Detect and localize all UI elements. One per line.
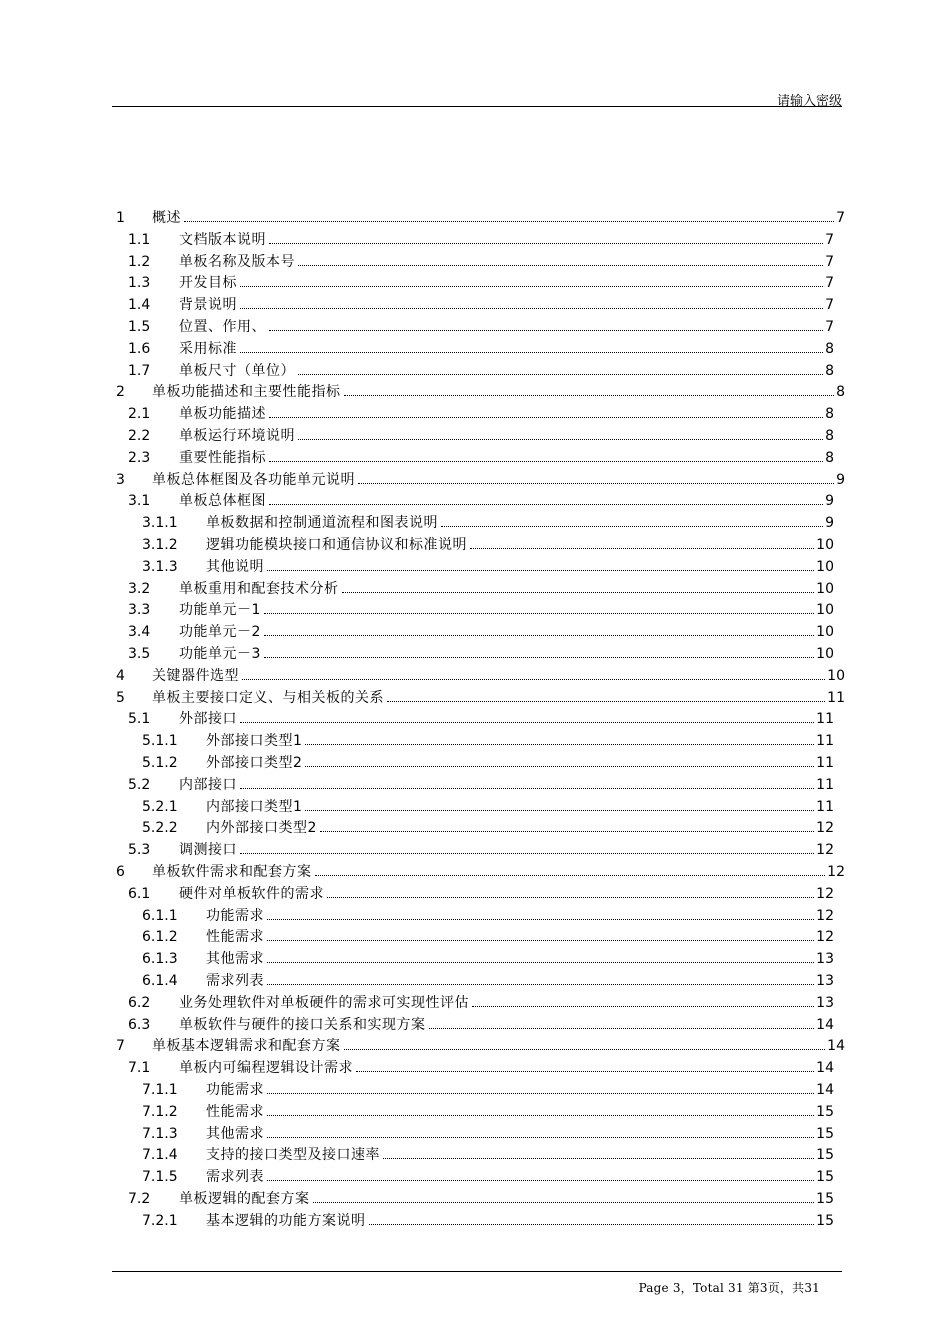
toc-dot-leader (327, 896, 814, 898)
toc-entry-page: 11 (816, 733, 834, 750)
toc-dot-leader (383, 1157, 814, 1159)
toc-entry-number: 5.2.1 (142, 798, 178, 815)
toc-entry-title: 外部接口类型2 (206, 755, 303, 771)
toc-entry-number: 4 (116, 667, 125, 684)
toc-entry[interactable] (0, 1036, 950, 1056)
toc-entry-number: 1 (116, 210, 125, 226)
toc-entry-page: 7 (836, 210, 845, 226)
toc-entry-title: 性能需求 (206, 1103, 264, 1120)
toc-entry-title: 其他需求 (206, 951, 264, 968)
toc-dot-leader (472, 1005, 814, 1007)
toc-entry-title: 基本逻辑的功能方案说明 (206, 1212, 366, 1229)
toc-entry-page: 7 (825, 275, 834, 292)
toc-entry-number: 5.2 (128, 776, 151, 793)
footer-rule (112, 1271, 842, 1272)
toc-entry-title: 开发目标 (179, 275, 237, 292)
toc-entry[interactable] (0, 1167, 950, 1187)
toc-entry-title: 功能单元－2 (179, 624, 261, 641)
toc-entry-number: 6.1.1 (142, 907, 178, 924)
toc-entry-title: 重要性能指标 (179, 449, 266, 466)
toc-entry-page: 15 (816, 1125, 834, 1142)
toc-dot-leader (267, 569, 814, 571)
toc-entry-title: 单板软件需求和配套方案 (152, 864, 312, 880)
toc-entry-page: 13 (816, 994, 834, 1011)
toc-entry-number: 2.3 (128, 449, 151, 466)
toc-entry-title: 单板逻辑的配套方案 (179, 1191, 310, 1207)
toc-entry[interactable] (0, 295, 950, 315)
toc-entry-page: 10 (827, 667, 845, 684)
toc-entry-title: 需求列表 (206, 973, 264, 989)
toc-entry[interactable] (0, 840, 950, 860)
toc-entry[interactable] (0, 230, 950, 250)
toc-entry-page: 15 (816, 1191, 834, 1207)
toc-entry-page: 9 (825, 493, 834, 510)
toc-dot-leader (298, 438, 823, 440)
toc-entry-title: 单板功能描述 (179, 406, 266, 423)
toc-entry-number: 6 (116, 864, 125, 880)
toc-dot-leader (267, 1092, 814, 1094)
toc-dot-leader (315, 874, 826, 876)
toc-entry-number: 1.6 (128, 340, 151, 357)
toc-entry-page: 11 (816, 755, 834, 771)
toc-dot-leader (429, 1027, 815, 1029)
toc-entry-page: 13 (816, 951, 834, 968)
toc-entry[interactable] (0, 382, 950, 402)
toc-entry-title: 单板功能描述和主要性能指标 (152, 384, 341, 401)
footer-page-info: Page 3，Total 31 第3页，共31 (638, 1281, 820, 1295)
toc-entry-page: 11 (827, 689, 845, 706)
toc-dot-leader (269, 416, 823, 418)
toc-dot-leader (267, 1136, 814, 1138)
toc-entry-number: 1.4 (128, 297, 151, 314)
toc-entry-title: 硬件对单板软件的需求 (179, 885, 324, 902)
toc-dot-leader (267, 1114, 814, 1116)
toc-entry-number: 3.1.2 (142, 537, 178, 553)
toc-entry-number: 2.2 (128, 428, 151, 444)
toc-dot-leader (305, 765, 814, 767)
toc-entry-title: 外部接口 (179, 711, 237, 728)
toc-entry-page: 14 (816, 1060, 834, 1077)
toc-entry-number: 5.1.1 (142, 733, 178, 750)
toc-entry[interactable] (0, 448, 950, 468)
toc-entry[interactable] (0, 644, 950, 664)
toc-entry-page: 12 (816, 885, 834, 902)
toc-entry-number: 1.5 (128, 319, 151, 335)
toc-entry-page: 10 (816, 646, 834, 662)
toc-entry-page: 12 (816, 820, 834, 837)
toc-dot-leader (358, 482, 834, 484)
toc-entry-number: 3 (116, 471, 125, 488)
toc-dot-leader (344, 394, 835, 396)
toc-dot-leader (305, 809, 814, 811)
toc-dot-leader (184, 220, 834, 222)
toc-entry-title: 业务处理软件对单板硬件的需求可实现性评估 (179, 994, 469, 1011)
toc-entry-title: 文档版本说明 (179, 231, 266, 248)
toc-entry-page: 10 (816, 580, 834, 597)
toc-entry[interactable] (0, 709, 950, 729)
toc-dot-leader (342, 591, 815, 593)
toc-entry-number: 6.3 (128, 1016, 151, 1033)
toc-entry-page: 7 (825, 231, 834, 248)
toc-entry-title: 调测接口 (179, 842, 237, 859)
toc-entry[interactable] (0, 927, 950, 947)
toc-entry-number: 1.1 (128, 231, 151, 248)
toc-entry-number: 5 (116, 689, 125, 706)
toc-dot-leader (441, 525, 823, 527)
toc-entry-page: 11 (816, 776, 834, 793)
toc-entry-title: 需求列表 (206, 1169, 264, 1186)
toc-entry-number: 7.2.1 (142, 1212, 178, 1229)
toc-entry-page: 7 (825, 297, 834, 314)
toc-entry-number: 3.5 (128, 646, 151, 662)
toc-entry[interactable] (0, 339, 950, 359)
toc-dot-leader (356, 1070, 814, 1072)
toc-dot-leader (298, 373, 823, 375)
toc-entry-page: 8 (825, 406, 834, 423)
toc-dot-leader (267, 983, 814, 985)
toc-entry[interactable] (0, 273, 950, 293)
toc-entry-page: 10 (816, 558, 834, 575)
toc-dot-leader (267, 1179, 814, 1181)
toc-entry[interactable] (0, 317, 950, 337)
toc-dot-leader (269, 460, 823, 462)
toc-dot-leader (264, 612, 814, 614)
toc-entry-page: 10 (816, 624, 834, 641)
toc-entry[interactable] (0, 1080, 950, 1100)
toc-entry-page: 9 (825, 515, 834, 532)
toc-entry-title: 采用标准 (179, 340, 237, 357)
toc-entry-page: 7 (825, 253, 834, 270)
toc-entry-title: 关键器件选型 (152, 667, 239, 684)
toc-entry-title: 单板内可编程逻辑设计需求 (179, 1060, 353, 1077)
toc-entry-page: 12 (816, 907, 834, 924)
toc-dot-leader (313, 1201, 815, 1203)
toc-entry[interactable] (0, 797, 950, 817)
toc-dot-leader (269, 503, 823, 505)
toc-entry-page: 15 (816, 1103, 834, 1120)
toc-entry-number: 6.1.3 (142, 951, 178, 968)
toc-entry[interactable] (0, 818, 950, 838)
toc-dot-leader (264, 634, 814, 636)
toc-entry-number: 7.1.4 (142, 1147, 178, 1164)
toc-entry[interactable] (0, 600, 950, 620)
toc-dot-leader (240, 307, 823, 309)
toc-entry[interactable] (0, 775, 950, 795)
toc-entry-page: 11 (816, 798, 834, 815)
toc-entry-page: 12 (827, 864, 845, 880)
toc-entry-number: 6.1 (128, 885, 151, 902)
toc-entry-title: 功能单元－1 (179, 602, 261, 619)
header-classification: 请输入密级 (776, 94, 842, 109)
toc-entry[interactable] (0, 906, 950, 926)
toc-entry-page: 11 (816, 711, 834, 728)
toc-entry-number: 1.2 (128, 253, 151, 270)
toc-dot-leader (269, 329, 823, 331)
toc-entry-title: 概述 (152, 210, 181, 226)
toc-dot-leader (470, 547, 814, 549)
toc-entry[interactable] (0, 731, 950, 751)
toc-entry-number: 3.3 (128, 602, 151, 619)
toc-entry[interactable] (0, 753, 950, 773)
toc-entry-number: 5.1 (128, 711, 151, 728)
toc-entry-page: 8 (825, 340, 834, 357)
toc-entry[interactable] (0, 1058, 950, 1078)
toc-entry-number: 3.2 (128, 580, 151, 597)
toc-entry[interactable] (0, 666, 950, 686)
toc-dot-leader (267, 918, 814, 920)
toc-entry-title: 单板总体框图及各功能单元说明 (152, 471, 355, 488)
toc-dot-leader (320, 830, 814, 832)
toc-entry[interactable] (0, 1124, 950, 1144)
toc-entry[interactable] (0, 1015, 950, 1035)
toc-dot-leader (344, 1048, 826, 1050)
toc-entry-number: 6.2 (128, 994, 151, 1011)
toc-entry[interactable] (0, 688, 950, 708)
toc-entry[interactable] (0, 470, 950, 490)
toc-dot-leader (240, 721, 814, 723)
toc-entry[interactable] (0, 1189, 950, 1209)
toc-entry-page: 10 (816, 602, 834, 619)
toc-entry-page: 8 (825, 428, 834, 444)
toc-dot-leader (264, 656, 814, 658)
toc-entry-page: 14 (816, 1016, 834, 1033)
toc-entry[interactable] (0, 252, 950, 272)
toc-entry-page: 14 (827, 1038, 845, 1055)
toc-entry[interactable] (0, 208, 950, 228)
toc-entry-number: 3.1 (128, 493, 151, 510)
toc-entry[interactable] (0, 1211, 950, 1231)
toc-entry[interactable] (0, 884, 950, 904)
toc-entry-title: 内外部接口类型2 (206, 820, 317, 837)
toc-entry-title: 内部接口类型1 (206, 798, 303, 815)
toc-entry-title: 单板软件与硬件的接口关系和实现方案 (179, 1016, 426, 1033)
toc-entry[interactable] (0, 862, 950, 882)
toc-dot-leader (240, 787, 814, 789)
toc-entry[interactable] (0, 949, 950, 969)
toc-entry[interactable] (0, 971, 950, 991)
toc-dot-leader (298, 264, 823, 266)
toc-entry-page: 9 (836, 471, 845, 488)
toc-dot-leader (305, 743, 814, 745)
toc-entry-page: 14 (816, 1082, 834, 1098)
toc-entry-title: 单板运行环境说明 (179, 428, 295, 444)
toc-entry-page: 10 (816, 537, 834, 553)
toc-entry[interactable] (0, 404, 950, 424)
toc-entry-page: 8 (836, 384, 845, 401)
toc-entry[interactable] (0, 622, 950, 642)
toc-entry-number: 2 (116, 384, 125, 401)
toc-entry-title: 功能需求 (206, 907, 264, 924)
toc-entry-page: 8 (825, 449, 834, 466)
toc-entry-number: 5.2.2 (142, 820, 178, 837)
toc-entry-number: 7.1.3 (142, 1125, 178, 1142)
toc-dot-leader (267, 961, 814, 963)
toc-entry-number: 6.1.2 (142, 929, 178, 946)
toc-entry-title: 单板重用和配套技术分析 (179, 580, 339, 597)
toc-entry-page: 7 (825, 319, 834, 335)
toc-dot-leader (267, 939, 814, 941)
toc-entry-title: 单板基本逻辑需求和配套方案 (152, 1038, 341, 1055)
toc-entry-number: 7 (116, 1038, 125, 1055)
toc-dot-leader (369, 1223, 815, 1225)
toc-entry-title: 背景说明 (179, 297, 237, 314)
toc-entry-number: 5.1.2 (142, 755, 178, 771)
toc-entry-number: 3.4 (128, 624, 151, 641)
toc-entry-number: 5.3 (128, 842, 151, 859)
toc-entry[interactable] (0, 1102, 950, 1122)
toc-dot-leader (269, 242, 823, 244)
toc-entry-title: 位置、作用、 (179, 319, 266, 335)
toc-entry-number: 1.3 (128, 275, 151, 292)
toc-entry-number: 1.7 (128, 362, 151, 379)
toc-entry[interactable] (0, 513, 950, 533)
toc-entry[interactable] (0, 579, 950, 599)
toc-entry-title: 性能需求 (206, 929, 264, 946)
toc-entry-number: 2.1 (128, 406, 151, 423)
toc-entry-title: 外部接口类型1 (206, 733, 303, 750)
toc-entry-title: 其他说明 (206, 558, 264, 575)
toc-entry-number: 3.1.1 (142, 515, 178, 532)
toc-entry[interactable] (0, 993, 950, 1013)
toc-entry-title: 单板主要接口定义、与相关板的关系 (152, 689, 384, 706)
toc-entry[interactable] (0, 491, 950, 511)
toc-entry-title: 单板总体框图 (179, 493, 266, 510)
toc-dot-leader (387, 700, 825, 702)
toc-entry[interactable] (0, 426, 950, 446)
toc-entry-number: 6.1.4 (142, 973, 178, 989)
toc-entry-title: 功能需求 (206, 1082, 264, 1098)
toc-entry-title: 单板名称及版本号 (179, 253, 295, 270)
header-rule (112, 106, 842, 107)
toc-entry-number: 7.1.1 (142, 1082, 178, 1098)
toc-entry-title: 逻辑功能模块接口和通信协议和标准说明 (206, 537, 467, 553)
toc-entry-page: 15 (816, 1169, 834, 1186)
toc-entry-title: 支持的接口类型及接口速率 (206, 1147, 380, 1164)
toc-dot-leader (240, 852, 814, 854)
toc-entry-number: 3.1.3 (142, 558, 178, 575)
toc-entry-page: 13 (816, 973, 834, 989)
toc-entry-title: 其他需求 (206, 1125, 264, 1142)
toc-entry-page: 12 (816, 842, 834, 859)
toc-entry-title: 功能单元－3 (179, 646, 261, 662)
toc-entry-title: 单板数据和控制通道流程和图表说明 (206, 515, 438, 532)
toc-entry-number: 7.2 (128, 1191, 151, 1207)
toc-dot-leader (240, 351, 823, 353)
toc-entry-title: 内部接口 (179, 776, 237, 793)
toc-entry[interactable] (0, 535, 950, 555)
toc-entry[interactable] (0, 1145, 950, 1165)
toc-entry-number: 7.1.5 (142, 1169, 178, 1186)
toc-entry-page: 12 (816, 929, 834, 946)
toc-entry-page: 15 (816, 1147, 834, 1164)
toc-dot-leader (240, 285, 823, 287)
toc-entry[interactable] (0, 361, 950, 381)
toc-entry[interactable] (0, 557, 950, 577)
toc-entry-title: 单板尺寸（单位） (179, 362, 295, 379)
toc-entry-number: 7.1.2 (142, 1103, 178, 1120)
toc-dot-leader (242, 678, 825, 680)
toc-entry-number: 7.1 (128, 1060, 151, 1077)
toc-entry-page: 15 (816, 1212, 834, 1229)
toc-entry-page: 8 (825, 362, 834, 379)
